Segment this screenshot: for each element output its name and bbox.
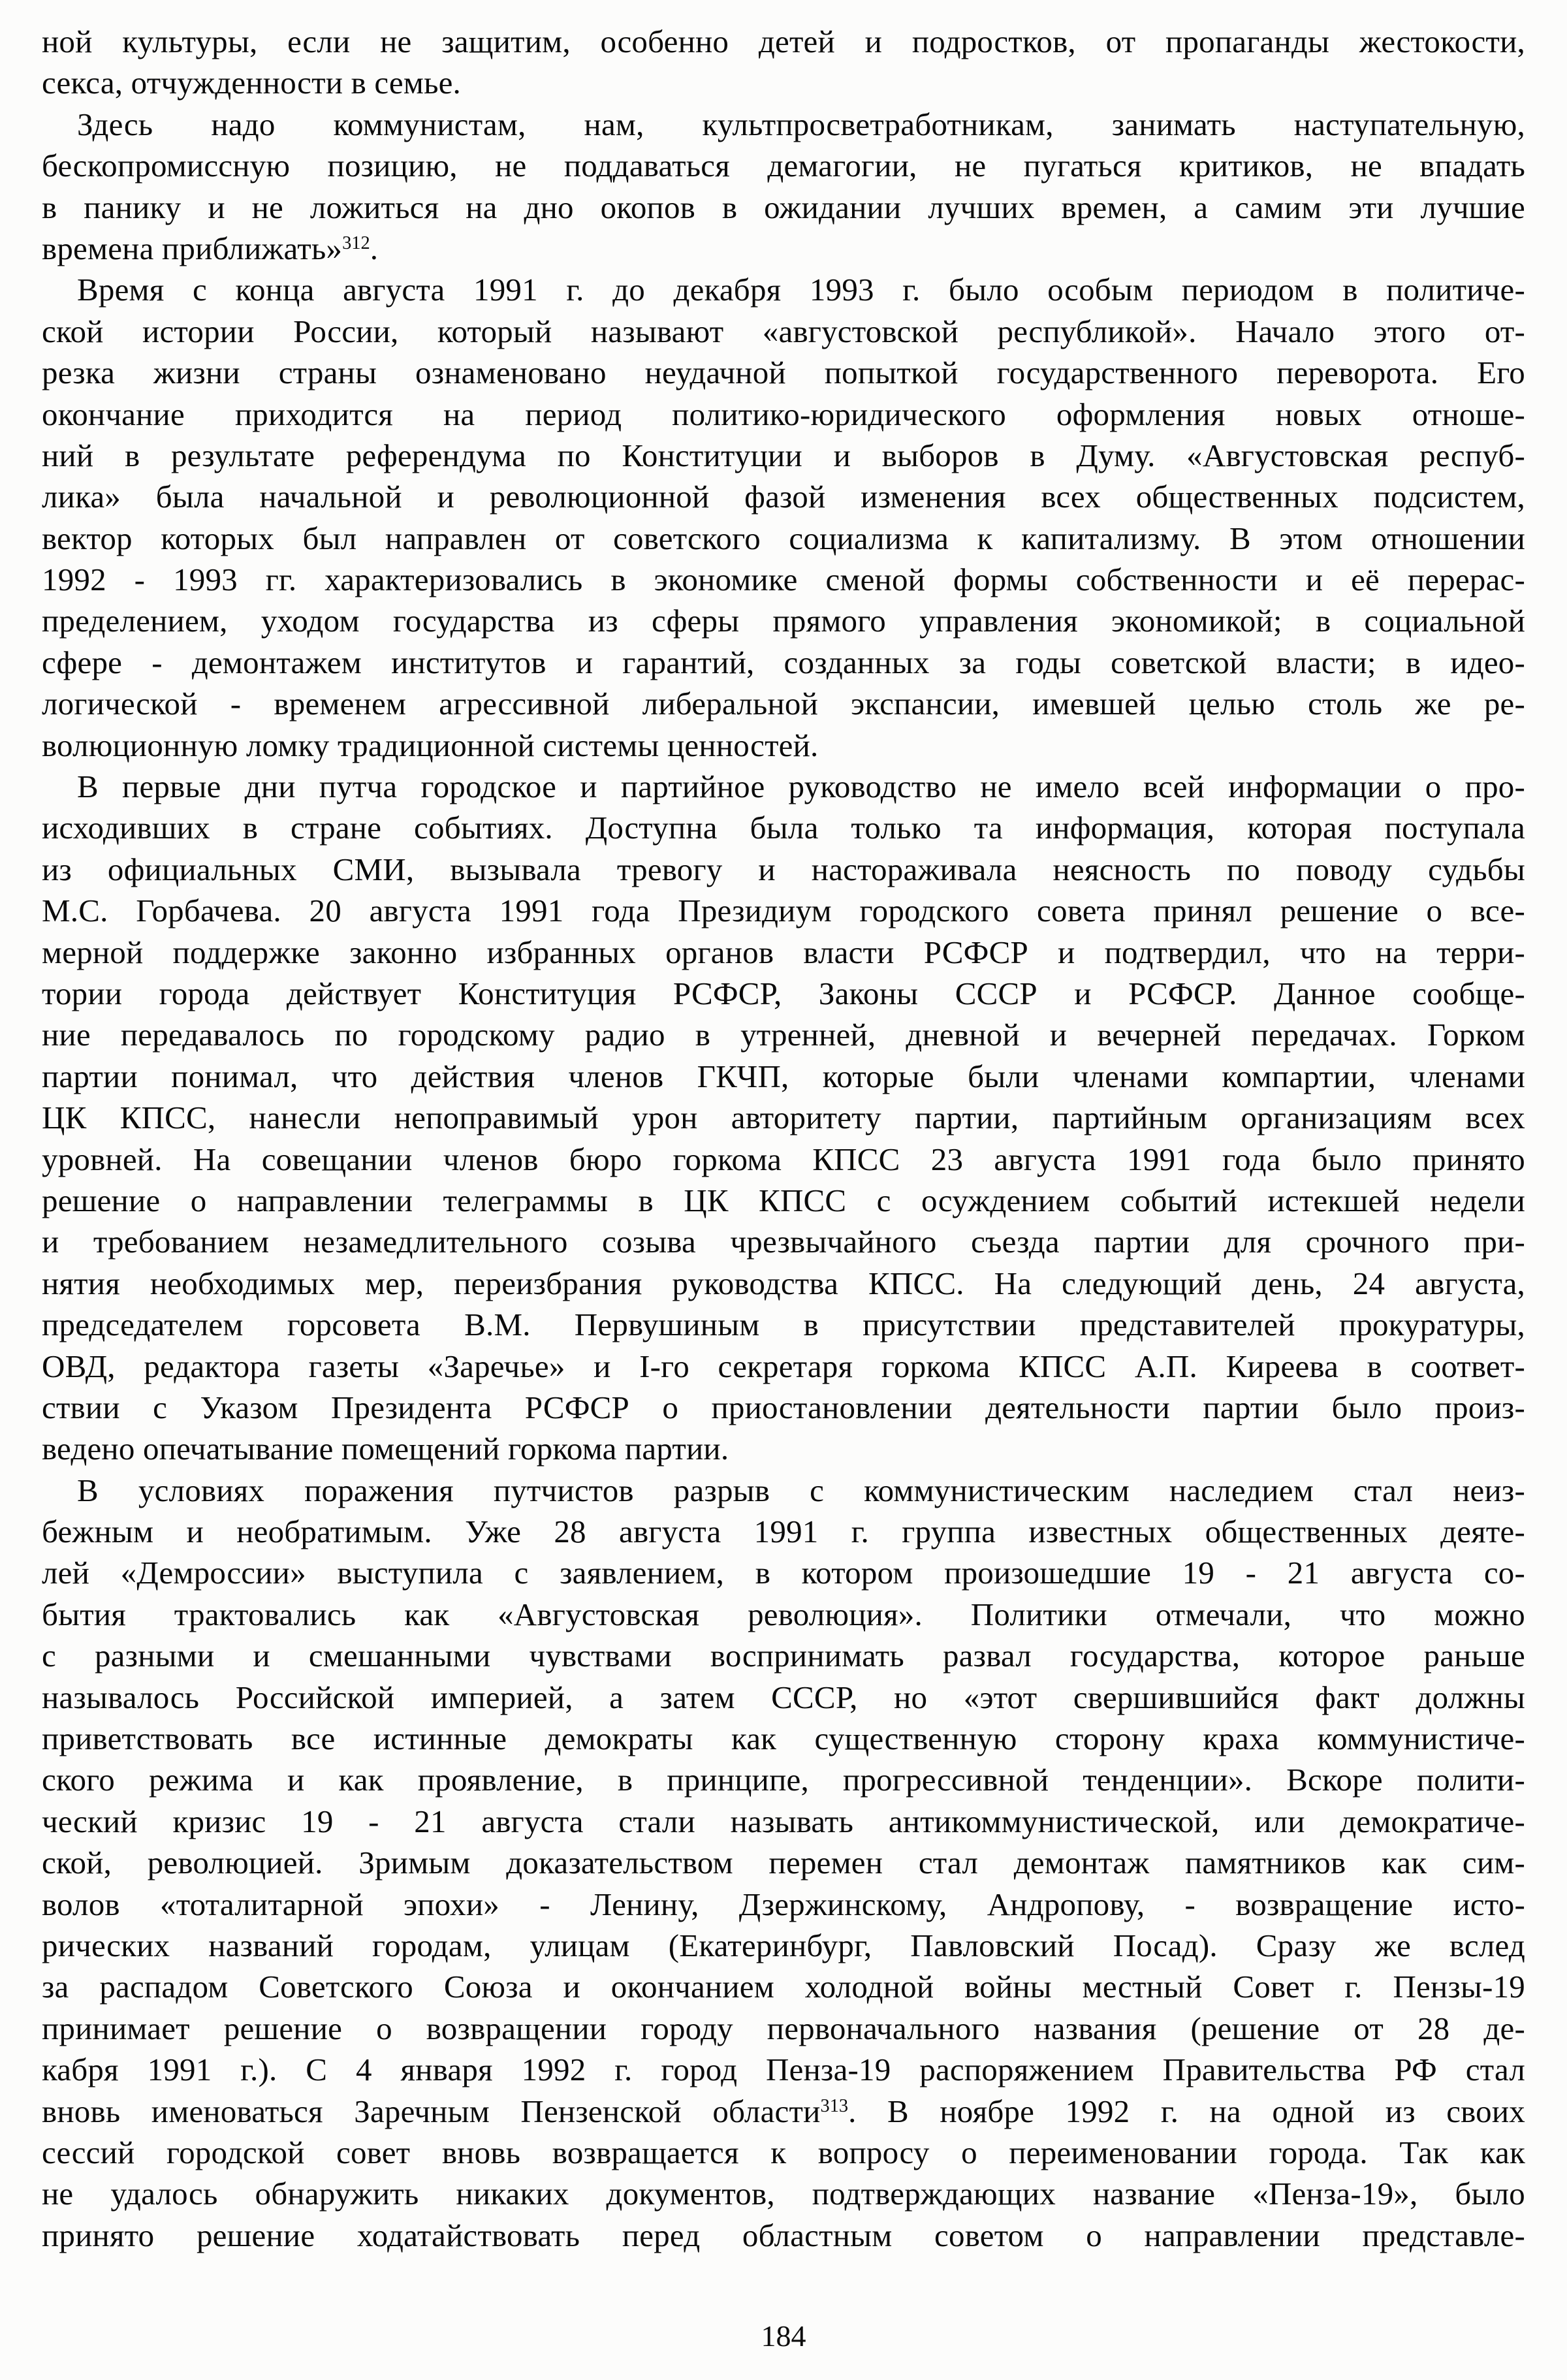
- text-line: Время с конца августа 1991 г. до декабря 1993 г. было особым периодом в политиче-: [77, 272, 1525, 308]
- text-line: волюционную ломку традиционной системы ценностей.: [42, 727, 819, 763]
- text-line: за распадом Советского Союза и окончанием холодной войны местный Совет г. Пензы-19: [42, 1969, 1525, 2005]
- text-line: не удалось обнаружить никаких документов, подтверждающих название «Пенза-19», было: [42, 2176, 1525, 2212]
- footnote-marker: 312: [342, 233, 370, 254]
- text-line: называлось Российской империей, а затем СССР, но «этот свершившийся факт должны: [42, 1679, 1525, 1715]
- text-line: М.С. Горбачева. 20 августа 1991 года Президиум городского совета принял решение о все-: [42, 893, 1525, 929]
- text-line: пределением, уходом государства из сферы прямого управления экономикой; в социальной: [42, 603, 1525, 639]
- text-line: рических названий городам, улицам (Екатеринбург, Павловский Посад). Сразу же вслед: [42, 1927, 1525, 1963]
- text-line: приветствовать все истинные демократы как существенную сторону краха коммунистиче-: [42, 1721, 1525, 1757]
- text-line: ний в результате референдума по Конституции и выборов в Думу. «Августовская респуб-: [42, 437, 1525, 473]
- text-line: решение о направлении телеграммы в ЦК КПСС с осуждением событий истекшей недели: [42, 1182, 1525, 1218]
- text-line: кабря 1991 г.). С 4 января 1992 г. город Пенза-19 распоряжением Правительства РФ стал: [42, 2052, 1525, 2088]
- page-number: 184: [761, 2319, 806, 2353]
- text-line: ского режима и как проявление, в принципе, прогрессивной тенденции». Вскоре полити-: [42, 1762, 1525, 1798]
- text-line: тории города действует Конституция РСФСР, Законы СССР и РСФСР. Данное сообще-: [42, 975, 1525, 1011]
- text-line: нятия необходимых мер, переизбрания руководства КПСС. На следующий день, 24 августа,: [42, 1265, 1525, 1301]
- text-line: партии понимал, что действия членов ГКЧП, которые были членами компартии, членами: [42, 1058, 1525, 1094]
- text-line: ческий кризис 19 - 21 августа стали называть антикоммунистической, или демократиче-: [42, 1803, 1525, 1839]
- text-line: ской истории России, который называют «августовской республикой». Начало этого от-: [42, 313, 1525, 349]
- text-line: председателем горсовета В.М. Первушиным в присутствии представителей прокуратуры,: [42, 1307, 1525, 1343]
- text-line: волов «тоталитарной эпохи» - Ленину, Дзержинскому, Андропову, - возвращение исто-: [42, 1886, 1525, 1922]
- text-line: исходивших в стране событиях. Доступна была только та информация, которая поступала: [42, 810, 1525, 846]
- text-line: лика» была начальной и революционной фазой изменения всех общественных подсистем,: [42, 479, 1525, 515]
- text-line: бежным и необратимым. Уже 28 августа 1991 г. группа известных общественных деяте-: [42, 1514, 1525, 1550]
- text-line: ОВД, редактора газеты «Заречье» и I-го секретаря горкома КПСС А.П. Киреева в соответ-: [42, 1348, 1525, 1384]
- text-line: логической - временем агрессивной либеральной экспансии, имевшей целью столь же ре-: [42, 686, 1525, 722]
- paragraph: [42, 104, 1525, 270]
- text-line: ной культуры, если не защитим, особенно детей и подростков, от пропаганды жестокости,: [42, 24, 1525, 59]
- text-line: лей «Демроссии» выступила с заявлением, в котором произошедшие 19 - 21 августа со-: [42, 1555, 1525, 1591]
- paragraph: [42, 21, 1525, 104]
- text-line: В условиях поражения путчистов разрыв с коммунистическим наследием стал неиз-: [77, 1472, 1525, 1508]
- text-line: секса, отчужденности в семье.: [42, 65, 462, 101]
- text-line: принимает решение о возвращении городу первоначального названия (решение от 28 де-: [42, 2010, 1525, 2046]
- text-line: из официальных СМИ, вызывала тревогу и настораживала неясность по поводу судьбы: [42, 851, 1525, 887]
- text-line: бытия трактовались как «Августовская революция». Политики отмечали, что можно: [42, 1596, 1525, 1632]
- text-line: ствии с Указом Президента РСФСР о приостановлении деятельности партии было произ-: [42, 1389, 1525, 1425]
- text-line: сессий городской совет вновь возвращается к вопросу о переименовании города. Так как: [42, 2134, 1525, 2170]
- text-line: уровней. На совещании членов бюро горкома КПСС 23 августа 1991 года было принято: [42, 1141, 1525, 1177]
- text-line: в панику и не ложиться на дно окопов в ожидании лучших времен, а самим эти лучшие: [42, 189, 1525, 225]
- text-line: ние передавалось по городскому радио в утренней, дневной и вечерней передачах. Горком: [42, 1017, 1525, 1053]
- text-line: принято решение ходатайствовать перед областным советом о направлении представле-: [42, 2217, 1525, 2253]
- footnote-marker: 313: [820, 2095, 849, 2116]
- text-line: с разными и смешанными чувствами воспринимать развал государства, которое раньше: [42, 1638, 1525, 1674]
- text-line: времена приближать»$^{312}$.: [42, 230, 379, 266]
- text-line: резка жизни страны ознаменовано неудачной попыткой государственного переворота. Его: [42, 355, 1525, 391]
- text-line: и требованием незамедлительного созыва чрезвычайного съезда партии для срочного при-: [42, 1224, 1525, 1260]
- text-line: сфере - демонтажем институтов и гарантий, созданных за годы советской власти; в идео-: [42, 644, 1525, 680]
- text-line: вектор которых был направлен от советского социализма к капитализму. В этом отношении: [42, 520, 1525, 556]
- paragraph: [42, 766, 1525, 1470]
- text-line: окончание приходится на период политико-юридического оформления новых отноше-: [42, 396, 1525, 432]
- text-line: ской, революцией. Зримым доказательством перемен стал демонтаж памятников как сим-: [42, 1845, 1525, 1881]
- text-line: ведено опечатывание помещений горкома партии.: [42, 1431, 729, 1467]
- text-line: 1992 - 1993 гг. характеризовались в экономике сменой формы собственности и её перерас-: [42, 562, 1525, 598]
- text-line: В первые дни путча городское и партийное руководство не имело всей информации о про-: [77, 769, 1525, 805]
- text-line: Здесь надо коммунистам, нам, культпросветработникам, занимать наступательную,: [77, 106, 1525, 142]
- paragraph: [42, 1470, 1525, 2256]
- text-line: ЦК КПСС, нанесли непоправимый урон авторитету партии, партийным организациям всех: [42, 1100, 1525, 1136]
- text-line: вновь именоваться Заречным Пензенской области$^{313}$. В ноябре 1992 г. на одной из своих: [42, 2093, 1525, 2129]
- text-line: бескопромиссную позицию, не поддаваться демагогии, не пугаться критиков, не впадать: [42, 148, 1525, 184]
- paragraph: [42, 269, 1525, 766]
- text-column: [42, 21, 1525, 2256]
- text-line: мерной поддержке законно избранных органов власти РСФСР и подтвердил, что на терри-: [42, 934, 1525, 970]
